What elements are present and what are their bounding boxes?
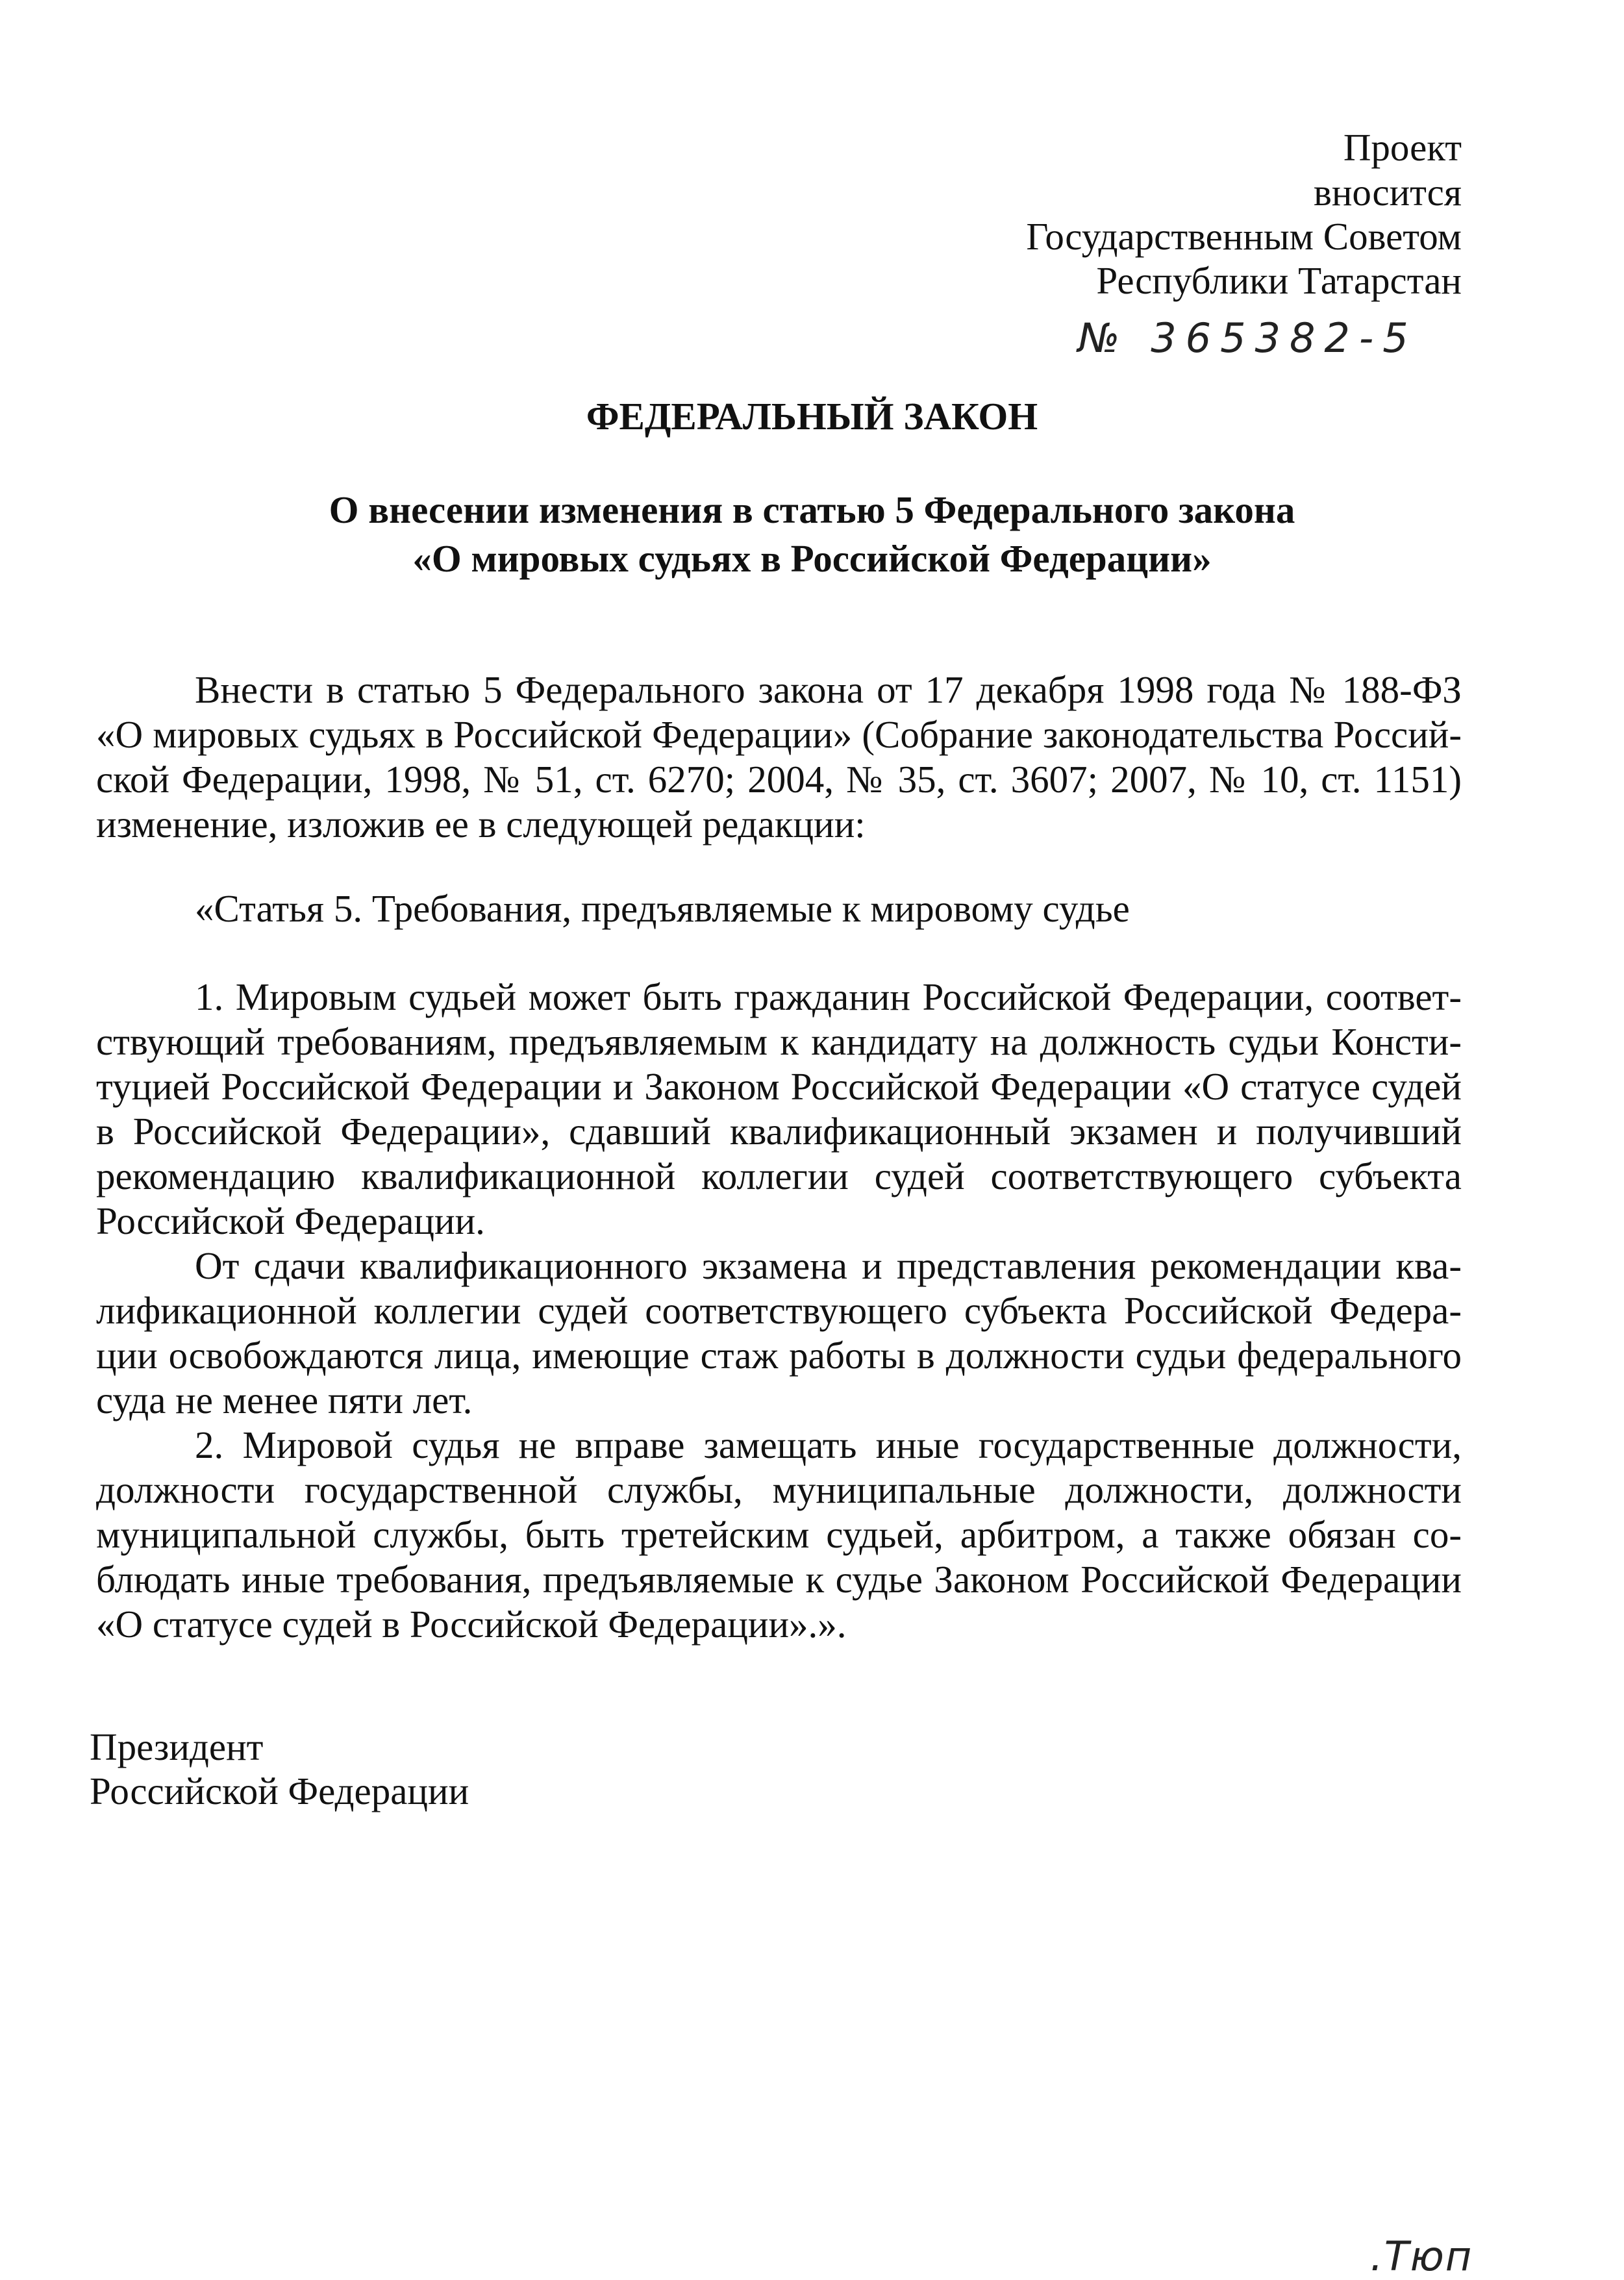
text-line: «О мировых судьях в Российской Федерации» (Собрание законодательства Россий- <box>96 713 1462 756</box>
text-line: 2. Мировой судья не вправе замещать иные государственные должности, <box>195 1423 1462 1466</box>
header-line: Республики Татарстан <box>1096 259 1462 302</box>
handwritten-footer-mark: .Тюп <box>1370 2233 1473 2280</box>
text-line: туцией Российской Федерации и Законом Российской Федерации «О статусе судей <box>96 1065 1462 1108</box>
text-line: блюдать иные требования, предъявляемые к судье Законом Российской Федерации <box>96 1558 1462 1601</box>
document-title: ФЕДЕРАЛЬНЫЙ ЗАКОН <box>586 395 1038 438</box>
text-line: От сдачи квалификационного экзамена и представления рекомендации ква- <box>195 1244 1462 1287</box>
document-subtitle-line: О внесении изменения в статью 5 Федерального закона <box>329 488 1295 531</box>
text-line: изменение, изложив ее в следующей редакции: <box>96 803 866 846</box>
header-line: вносится <box>1314 171 1462 214</box>
text-line: Внести в статью 5 Федерального закона от 17 декабря 1998 года № 188-ФЗ <box>195 668 1462 711</box>
signature-line: Президент <box>90 1725 264 1768</box>
article-heading: «Статья 5. Требования, предъявляемые к мировому судье <box>195 887 1130 930</box>
text-line: ции освобождаются лица, имеющие стаж работы в должности судьи федерального <box>96 1334 1462 1377</box>
header-line: Государственным Советом <box>1026 215 1462 258</box>
text-line: ской Федерации, 1998, № 51, ст. 6270; 2004, № 35, ст. 3607; 2007, № 10, ст. 1151) <box>96 758 1462 801</box>
handwritten-registration-number: № 365382-5 <box>1078 314 1418 362</box>
text-line: 1. Мировым судьей может быть гражданин Российской Федерации, соответ- <box>195 975 1462 1018</box>
text-line: «О статусе судей в Российской Федерации».». <box>96 1603 847 1646</box>
text-line: должности государственной службы, муниципальные должности, должности <box>96 1468 1462 1511</box>
text-line: ствующий требованиям, предъявляемым к кандидату на должность судьи Консти- <box>96 1020 1462 1063</box>
signature-line: Российской Федерации <box>90 1770 469 1812</box>
document-subtitle-line: «О мировых судьях в Российской Федерации» <box>412 537 1212 580</box>
text-line: Российской Федерации. <box>96 1199 485 1242</box>
text-line: в Российской Федерации», сдавший квалификационный экзамен и получивший <box>96 1110 1462 1153</box>
header-line: Проект <box>1343 126 1462 169</box>
text-line: суда не менее пяти лет. <box>96 1379 473 1422</box>
text-line: муниципальной службы, быть третейским судьей, арбитром, а также обязан со- <box>96 1513 1462 1556</box>
text-line: лификационной коллегии судей соответствующего субъекта Российской Федера- <box>96 1289 1462 1332</box>
text-line: рекомендацию квалификационной коллегии судей соответствующего субъекта <box>96 1155 1462 1197</box>
